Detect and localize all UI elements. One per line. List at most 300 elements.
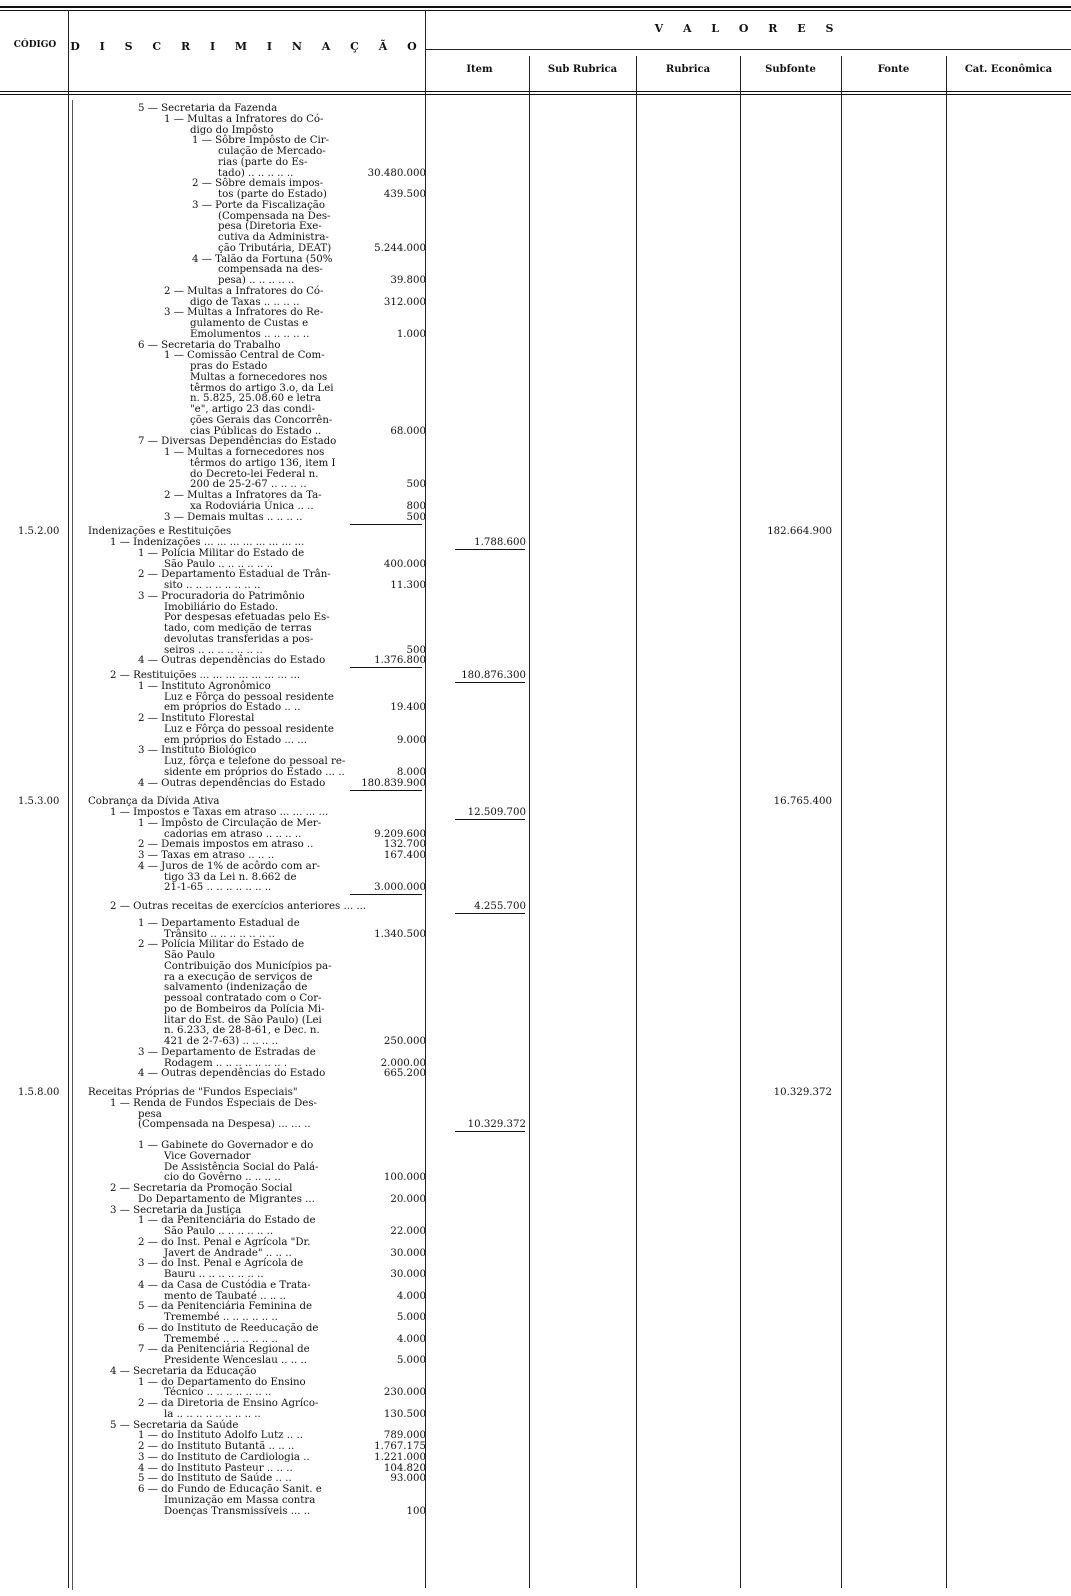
row-value: 180.839.900 — [361, 777, 426, 789]
table-row — [0, 168, 1071, 179]
row-value: 30.000 — [390, 1269, 426, 1280]
table-row — [0, 972, 1071, 983]
row-description: 2 — Demais impostos em atraso .. — [138, 839, 314, 851]
row-value: 104.820 — [383, 1462, 426, 1474]
row-value: 500 — [406, 479, 426, 491]
row-description: sidente em próprios do Estado ... .. — [164, 766, 345, 778]
table-row — [0, 1151, 1071, 1162]
table-row — [0, 1162, 1071, 1173]
row-description: 2 — Secretaria da Promoção Social — [110, 1183, 293, 1194]
table-row — [0, 501, 1071, 512]
header-discriminacao: D I S C R I M I N A Ç Ã O — [70, 40, 425, 53]
table-row — [0, 318, 1071, 329]
row-subfonte-value: 10.329.372 — [773, 1087, 832, 1098]
row-description: 7 — Diversas Dependências do Estado — [138, 436, 337, 448]
table-row — [0, 1248, 1071, 1259]
table-row — [0, 1004, 1071, 1015]
row-value: 20.000 — [390, 1193, 426, 1205]
row-value: 30.480.000 — [367, 167, 426, 179]
table-row — [0, 982, 1071, 993]
table-row — [0, 655, 1071, 666]
row-description: 1 — Impôsto de Circulação de Mer- — [138, 817, 322, 829]
table-row — [0, 1215, 1071, 1226]
row-description: cio do Govêrno .. .. .. .. — [164, 1172, 281, 1184]
row-description: ra a execução de serviços de — [164, 971, 313, 983]
row-value: 9.000 — [396, 734, 426, 746]
row-value: 3.000.000 — [374, 882, 426, 894]
row-description: do Decreto-lei Federal n. — [190, 468, 319, 480]
subtotal-rule — [350, 790, 422, 791]
table-row — [0, 1036, 1071, 1047]
table-row — [0, 559, 1071, 570]
table-row — [0, 426, 1071, 437]
table-row — [0, 361, 1071, 372]
table-row — [0, 724, 1071, 735]
row-description: 1 — Impostos e Taxas em atraso ... ... ... ... — [110, 807, 329, 818]
row-value: 22.000 — [390, 1226, 426, 1237]
row-value: 5.244.000 — [374, 242, 426, 254]
table-row — [0, 612, 1071, 623]
row-value: 11.300 — [390, 580, 426, 591]
table-row — [0, 1409, 1071, 1420]
row-description: 4 — do Instituto Pasteur .. .. .. — [138, 1462, 293, 1474]
row-description: ções Gerais das Concorrên- — [190, 414, 333, 426]
row-subfonte-value: 182.664.900 — [767, 526, 832, 538]
table-row — [0, 1387, 1071, 1398]
row-value: 1.221.000 — [374, 1451, 426, 1463]
row-value: 132.700 — [383, 839, 426, 851]
row-description: Luz e Fôrça do pessoal residente — [164, 691, 334, 703]
row-description: 3 — do Inst. Penal e Agrícola de — [138, 1258, 304, 1270]
header-col-item: Item — [466, 64, 493, 75]
table-row — [0, 1015, 1071, 1026]
table-row — [0, 1291, 1071, 1302]
row-description: 5 — da Penitenciária Feminina de — [138, 1301, 313, 1313]
row-description: têrmos do artigo 136, item I — [190, 457, 336, 469]
table-row — [0, 1226, 1071, 1237]
table-row — [0, 1355, 1071, 1366]
row-description: Cobrança da Dívida Ativa — [88, 796, 220, 808]
row-description: tigo 33 da Lei n. 8.662 de — [164, 871, 297, 883]
row-description: 2 — Multas a Infratores da Ta- — [164, 490, 322, 501]
row-subfonte-value: 16.765.400 — [773, 796, 832, 808]
table-row — [0, 178, 1071, 189]
table-row — [0, 1473, 1071, 1484]
row-description: salvamento (indenização de — [164, 982, 308, 994]
row-value: 93.000 — [390, 1473, 426, 1485]
table-row — [0, 1140, 1071, 1151]
row-description: 2 — Restituições ... ... ... ... ... ... ... ... — [110, 670, 301, 681]
table-row — [0, 1047, 1071, 1058]
table-row — [0, 882, 1071, 893]
table-row — [0, 1463, 1071, 1474]
table-row — [0, 254, 1071, 265]
table-row — [0, 645, 1071, 656]
row-description: pesa) .. .. .. .. .. — [218, 275, 295, 286]
header-valores: V A L O R E S — [654, 22, 842, 35]
table-row — [0, 745, 1071, 756]
table-row — [0, 670, 1071, 681]
subtotal-rule — [350, 524, 422, 525]
row-value: 789.000 — [383, 1430, 426, 1442]
row-description: (Compensada na Despesa) ... ... .. — [138, 1119, 311, 1131]
row-description: 5 — do Instituto de Saúde .. .. — [138, 1473, 292, 1485]
table-row — [0, 264, 1071, 275]
header-col-subfonte: Subfonte — [765, 64, 816, 75]
row-value: 800 — [406, 500, 426, 512]
row-description: Emolumentos .. .. .. .. .. — [190, 328, 310, 340]
row-description: 1 — Instituto Agronômico — [138, 680, 271, 692]
row-description: Trânsito .. .. .. .. .. .. .. — [164, 928, 276, 940]
row-description: De Assistência Social do Palá- — [164, 1161, 319, 1173]
table-row — [0, 307, 1071, 318]
row-description: 1 — Comissão Central de Com- — [164, 350, 325, 362]
row-description: Presidente Wenceslau .. .. .. — [164, 1355, 307, 1366]
row-description: Imunização em Massa contra — [164, 1494, 316, 1506]
row-description: 4 — Secretaria da Educação — [110, 1365, 257, 1377]
row-item-value: 12.509.700 — [467, 807, 526, 818]
row-description: 4 — Juros de 1% de acôrdo com ar- — [138, 860, 321, 872]
row-description: rias (parte do Es- — [218, 156, 308, 168]
table-row — [0, 286, 1071, 297]
row-description: 3 — Demais multas .. .. .. .. — [164, 511, 303, 523]
row-description: 6 — Secretaria do Trabalho — [138, 339, 281, 351]
table-row — [0, 1025, 1071, 1036]
row-description: (Compensada na Des- — [218, 210, 331, 222]
row-value: 4.000 — [396, 1333, 426, 1345]
table-row — [0, 125, 1071, 136]
table-row — [0, 829, 1071, 840]
row-description: Receitas Próprias de "Fundos Especiais" — [88, 1087, 298, 1098]
row-value: 1.767.175 — [374, 1441, 426, 1452]
table-row — [0, 918, 1071, 929]
table-row — [0, 221, 1071, 232]
table-row — [0, 189, 1071, 200]
row-description: 3 — Instituto Biológico — [138, 745, 257, 757]
header-bottom-rule-2 — [0, 94, 1071, 95]
row-description: pesa — [138, 1108, 162, 1120]
table-row — [0, 872, 1071, 883]
row-description: 1 — do Instituto Adolfo Lutz .. .. — [138, 1430, 303, 1442]
table-row — [0, 200, 1071, 211]
table-row — [0, 1068, 1071, 1079]
table-row — [0, 469, 1071, 480]
row-description: Contribuição dos Municípios pa- — [164, 960, 332, 972]
table-row — [0, 901, 1071, 912]
row-description: 1 — da Penitenciária do Estado de — [138, 1215, 316, 1227]
table-row — [0, 526, 1071, 537]
row-description: 1 — Polícia Militar do Estado de — [138, 547, 305, 559]
row-value: 665.200 — [383, 1068, 426, 1080]
table-row — [0, 146, 1071, 157]
row-value: 5.000 — [396, 1312, 426, 1323]
table-row — [0, 537, 1071, 548]
header-codigo: CÓDIGO — [13, 40, 57, 50]
row-description: 2 — do Inst. Penal e Agrícola "Dr. — [138, 1236, 311, 1248]
row-item-value: 180.876.300 — [461, 670, 526, 681]
row-description: 1 — Sôbre Impôsto de Cir- — [192, 135, 330, 147]
subtotal-rule — [350, 894, 422, 895]
table-row — [0, 1237, 1071, 1248]
row-description: 5 — Secretaria da Fazenda — [138, 103, 278, 114]
table-row — [0, 275, 1071, 286]
row-description: 4 — Outras dependências do Estado — [138, 777, 326, 789]
table-row — [0, 297, 1071, 308]
row-value: 19.400 — [390, 702, 426, 714]
table-row — [0, 950, 1071, 961]
row-description: Luz e Fôrça do pessoal residente — [164, 723, 334, 735]
row-description: 7 — da Penitenciária Regional de — [138, 1344, 310, 1356]
row-description: cadorias em atraso .. .. .. .. — [164, 828, 302, 840]
row-description: 21-1-65 .. .. .. .. .. .. .. — [164, 882, 272, 894]
row-description: Rodagem .. .. .. .. .. .. .. . — [164, 1057, 288, 1069]
table-row — [0, 861, 1071, 872]
table-row — [0, 1098, 1071, 1109]
row-description: xa Rodoviária Única .. .. — [190, 500, 314, 512]
table-row — [0, 135, 1071, 146]
table-row — [0, 1258, 1071, 1269]
header-col-subrubrica: Sub Rubrica — [547, 64, 618, 75]
table-row — [0, 415, 1071, 426]
row-description: Indenizações e Restituições — [88, 526, 232, 538]
row-description: Vice Governador — [164, 1150, 251, 1162]
row-value: 439.500 — [383, 189, 426, 200]
table-row — [0, 157, 1071, 168]
table-row — [0, 1119, 1071, 1130]
row-description: São Paulo .. .. .. .. .. .. — [164, 1226, 274, 1237]
row-description: gulamento de Custas e — [190, 318, 309, 329]
row-description: Javert de Andrade" .. .. .. — [164, 1247, 292, 1259]
row-description: 4 — Outras dependências do Estado — [138, 1068, 326, 1080]
row-description: digo do Impôsto — [190, 124, 274, 136]
table-row — [0, 1183, 1071, 1194]
row-description: 5 — Secretaria da Saúde — [110, 1419, 239, 1431]
row-description: 3 — Secretaria da Justiça — [110, 1204, 242, 1216]
row-description: mento de Taubaté .. .. .. — [164, 1290, 287, 1302]
row-description: Do Departamento de Migrantes ... — [138, 1193, 315, 1205]
row-description: 2 — Sôbre demais impos- — [192, 178, 324, 190]
table-row — [0, 1301, 1071, 1312]
table-row — [0, 404, 1071, 415]
row-description: 6 — do Fundo de Educação Sanit. e — [138, 1484, 322, 1495]
table-row — [0, 548, 1071, 559]
row-description: 421 de 2-7-63) .. .. .. .. — [164, 1036, 279, 1047]
table-row — [0, 512, 1071, 523]
table-row — [0, 818, 1071, 829]
table-row — [0, 756, 1071, 767]
table-row — [0, 602, 1071, 613]
row-code: 1.5.8.00 — [18, 1087, 60, 1098]
row-description: 2 — Polícia Militar do Estado de — [138, 939, 305, 951]
table-row — [0, 591, 1071, 602]
subtotal-rule — [350, 667, 422, 668]
row-description: pras do Estado — [190, 361, 268, 372]
table-row — [0, 778, 1071, 789]
row-description: Luz, fôrça e telefone do pessoal re- — [164, 756, 346, 767]
row-description: tado, com medição de terras — [164, 623, 312, 634]
table-row — [0, 436, 1071, 447]
row-value: 1.376.800 — [374, 655, 426, 667]
row-description: 1 — Renda de Fundos Especiais de Des- — [110, 1097, 317, 1109]
row-description: pessoal contratado com o Cor- — [164, 993, 322, 1004]
table-row — [0, 929, 1071, 940]
table-row — [0, 1087, 1071, 1098]
row-value: 2.000.00 — [380, 1057, 426, 1069]
row-value: 400.000 — [383, 558, 426, 570]
table-row — [0, 1334, 1071, 1345]
row-description: culação de Mercado- — [218, 146, 326, 157]
row-description: Bauru .. .. .. .. .. .. .. — [164, 1269, 264, 1280]
row-code: 1.5.2.00 — [18, 526, 60, 538]
table-row — [0, 939, 1071, 950]
table-row — [0, 243, 1071, 254]
row-description: Imobiliário do Estado. — [164, 601, 279, 613]
table-row — [0, 850, 1071, 861]
row-description: 3 — Taxas em atraso .. .. .. — [138, 850, 275, 861]
table-row — [0, 702, 1071, 713]
row-description: 1 — do Departamento do Ensino — [138, 1376, 306, 1388]
table-row — [0, 458, 1071, 469]
row-description: tos (parte do Estado) — [218, 189, 327, 200]
row-description: n. 6.233, de 28-8-61, e Dec. n. — [164, 1025, 320, 1037]
table-row — [0, 393, 1071, 404]
row-description: 3 — Multas a Infratores do Re- — [164, 307, 324, 319]
row-value: 4.000 — [396, 1290, 426, 1302]
table-row — [0, 383, 1071, 394]
table-row — [0, 1172, 1071, 1183]
row-description: 2 — Departamento Estadual de Trân- — [138, 569, 331, 581]
row-description: po de Bombeiros da Polícia Mi- — [164, 1003, 325, 1015]
row-description: 2 — do Instituto Butantã .. .. .. — [138, 1441, 295, 1452]
table-row — [0, 350, 1071, 361]
row-value: 39.800 — [390, 275, 426, 286]
row-value: 68.000 — [390, 425, 426, 437]
table-row — [0, 1430, 1071, 1441]
header-col-cat-economica: Cat. Econômica — [964, 64, 1053, 75]
row-description: sito .. .. .. .. .. .. .. .. — [164, 580, 261, 591]
row-description: 3 — Departamento de Estradas de — [138, 1046, 316, 1058]
table-row — [0, 634, 1071, 645]
row-item-value: 4.255.700 — [474, 901, 526, 912]
table-row — [0, 1484, 1071, 1495]
table-row — [0, 1194, 1071, 1205]
table-row — [0, 490, 1071, 501]
row-description: cias Públicas do Estado .. — [190, 425, 322, 437]
row-description: "e", artigo 23 das condi- — [190, 404, 315, 415]
row-description: 1 — Multas a Infratores do Có- — [164, 113, 324, 125]
row-description: Tremembé .. .. .. .. .. .. — [164, 1312, 278, 1323]
item-rule — [455, 1131, 525, 1132]
row-description: seiros .. .. .. .. .. .. .. — [164, 644, 263, 656]
row-description: 2 — Outras receitas de exercícios anteriores ... ... — [110, 901, 367, 912]
row-value: 312.000 — [383, 296, 426, 308]
row-code: 1.5.3.00 — [18, 796, 60, 808]
row-value: 5.000 — [396, 1355, 426, 1366]
table-row — [0, 1312, 1071, 1323]
table-row — [0, 569, 1071, 580]
row-description: Multas a fornecedores nos — [190, 371, 328, 383]
row-value: 1.340.500 — [374, 928, 426, 940]
row-value: 100 — [406, 1505, 426, 1517]
row-value: 9.209.600 — [374, 828, 426, 840]
table-row — [0, 839, 1071, 850]
table-row — [0, 340, 1071, 351]
row-description: litar do Est. de São Paulo) (Lei — [164, 1014, 322, 1026]
table-row — [0, 447, 1071, 458]
row-description: devolutas transferidas a pos- — [164, 633, 314, 645]
row-item-value: 10.329.372 — [467, 1119, 526, 1131]
table-row — [0, 1452, 1071, 1463]
table-row — [0, 232, 1071, 243]
header-bottom-rule — [0, 91, 1071, 92]
table-row — [0, 329, 1071, 340]
row-value: 500 — [406, 644, 426, 656]
top-rule — [0, 6, 1071, 8]
table-row — [0, 692, 1071, 703]
header-col-fonte: Fonte — [877, 64, 910, 75]
table-row — [0, 1420, 1071, 1431]
row-value: 500 — [406, 511, 426, 523]
row-description: São Paulo — [164, 950, 215, 961]
table-row — [0, 681, 1071, 692]
row-description: 4 — Outras dependências do Estado — [138, 655, 326, 667]
row-value: 100.000 — [383, 1172, 426, 1184]
row-value: 130.500 — [383, 1408, 426, 1420]
table-row — [0, 961, 1071, 972]
valores-rule — [425, 49, 1071, 50]
row-item-value: 1.788.600 — [474, 537, 526, 548]
row-description: ção Tributária, DEAT) — [218, 242, 332, 254]
row-description: Por despesas efetuadas pelo Es- — [164, 612, 330, 624]
row-description: 4 — Talão da Fortuna (50% — [192, 253, 333, 265]
table-row — [0, 1441, 1071, 1452]
row-description: 1 — Gabinete do Governador e do — [138, 1140, 314, 1151]
table-row — [0, 807, 1071, 818]
table-row — [0, 767, 1071, 778]
row-description: 3 — Procuradoria do Patrimônio — [138, 590, 305, 602]
table-row — [0, 372, 1071, 383]
row-value: 8.000 — [396, 766, 426, 778]
table-row — [0, 1109, 1071, 1120]
row-description: compensada na des- — [218, 264, 323, 276]
table-row — [0, 1205, 1071, 1216]
row-description: 1 — Departamento Estadual de — [138, 917, 300, 929]
row-description: 2 — Multas a Infratores do Có- — [164, 285, 324, 297]
row-description: Técnico .. .. .. .. .. .. .. — [164, 1387, 272, 1399]
table-row — [0, 1269, 1071, 1280]
row-description: 4 — da Casa de Custódia e Trata- — [138, 1279, 311, 1291]
row-description: tado) .. .. .. .. .. — [218, 167, 294, 179]
header-col-rubrica: Rubrica — [665, 64, 711, 75]
table-row — [0, 1495, 1071, 1506]
row-description: em próprios do Estado ... ... — [164, 734, 307, 746]
row-value: 250.000 — [383, 1036, 426, 1047]
row-description: 200 de 25-2-67 .. .. .. .. — [190, 479, 307, 491]
table-row — [0, 796, 1071, 807]
row-description: 6 — do Instituto de Reeducação de — [138, 1322, 319, 1334]
row-description: Tremembé .. .. .. .. .. .. — [164, 1333, 278, 1345]
table-row — [0, 103, 1071, 114]
row-description: Doenças Transmissíveis ... .. — [164, 1505, 311, 1517]
top-rule-thin — [0, 10, 1071, 11]
row-value: 230.000 — [383, 1387, 426, 1399]
table-row — [0, 479, 1071, 490]
row-description: têrmos do artigo 3.o, da Lei — [190, 382, 334, 394]
row-description: n. 5.825, 25.08.60 e letra — [190, 393, 321, 405]
row-description: 3 — do Instituto de Cardiologia .. — [138, 1451, 310, 1463]
row-value: 30.000 — [390, 1247, 426, 1259]
row-description: 2 — da Diretoria de Ensino Agríco- — [138, 1398, 319, 1409]
